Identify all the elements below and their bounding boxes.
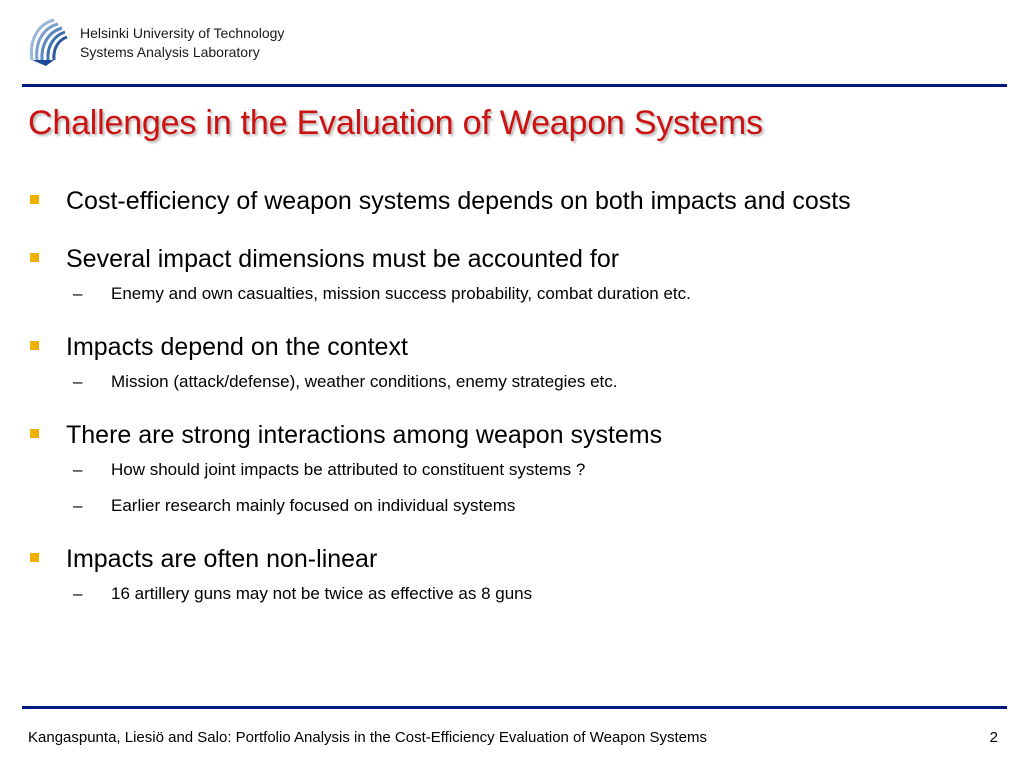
square-bullet-icon xyxy=(30,341,39,350)
bullet-text: Several impact dimensions must be accounted for xyxy=(66,245,620,273)
sub-bullet-item xyxy=(66,582,990,606)
bullet-item xyxy=(30,242,990,306)
bullet-text: Impacts depend on the context xyxy=(66,333,408,361)
sub-bullet-text: How should joint impacts be attributed to constituent systems ? xyxy=(111,460,586,479)
sub-bullet-text: Earlier research mainly focused on individual systems xyxy=(111,496,516,515)
bullet-text: There are strong interactions among weapon systems xyxy=(66,421,663,449)
footer-divider xyxy=(22,706,1007,709)
bullet-item xyxy=(30,542,990,606)
org-line-2: Systems Analysis Laboratory xyxy=(80,44,260,60)
sub-bullet-item xyxy=(66,282,990,306)
square-bullet-icon xyxy=(30,553,39,562)
bullet-text: Impacts are often non-linear xyxy=(66,545,378,573)
page-number: 2 xyxy=(989,729,998,746)
dash-marker: – xyxy=(73,284,83,303)
dash-marker: – xyxy=(73,496,83,515)
square-bullet-icon xyxy=(30,253,39,262)
square-bullet-icon xyxy=(30,429,39,438)
footer-citation: Kangaspunta, Liesiö and Salo: Portfolio Analysis in the Cost-Efficiency Evaluation of Weapon Systems xyxy=(28,729,707,746)
university-logo-icon xyxy=(24,14,70,68)
sub-bullet-text: 16 artillery guns may not be twice as effective as 8 guns xyxy=(111,584,533,603)
bullet-list xyxy=(30,184,990,606)
bullet-item xyxy=(30,418,990,518)
organization-name xyxy=(80,24,284,62)
dash-marker: – xyxy=(73,460,83,479)
sub-bullet-item xyxy=(66,494,990,518)
sub-bullet-text: Mission (attack/defense), weather conditions, enemy strategies etc. xyxy=(111,372,618,391)
slide-title: Challenges in the Evaluation of Weapon Systems xyxy=(28,104,763,142)
bullet-item xyxy=(30,184,990,218)
org-line-1: Helsinki University of Technology xyxy=(80,25,285,41)
bullet-item xyxy=(30,330,990,394)
bullet-text: Cost-efficiency of weapon systems depends on both impacts and costs xyxy=(66,187,851,215)
square-bullet-icon xyxy=(30,195,39,204)
sub-bullet-item xyxy=(66,458,990,482)
sub-bullet-text: Enemy and own casualties, mission success probability, combat duration etc. xyxy=(111,284,691,303)
dash-marker: – xyxy=(73,584,83,603)
sub-bullet-item xyxy=(66,370,990,394)
dash-marker: – xyxy=(73,372,83,391)
header-divider xyxy=(22,84,1007,87)
